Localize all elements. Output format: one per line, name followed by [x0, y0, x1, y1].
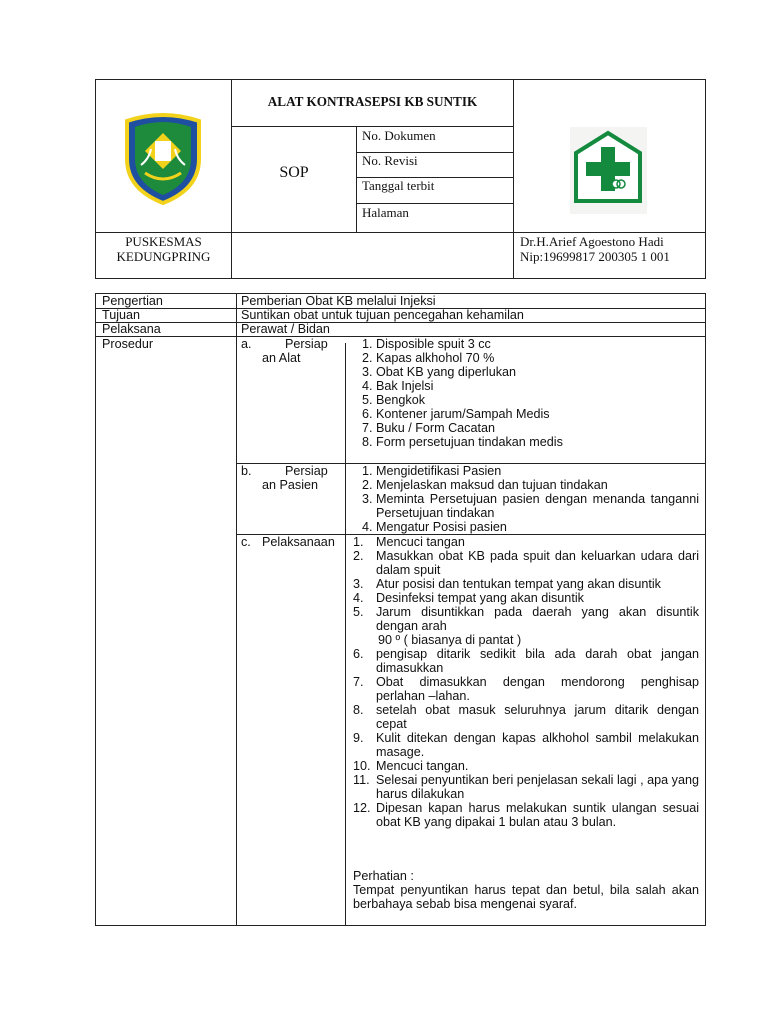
list-item-number: 3. — [353, 577, 364, 591]
label-tujuan: Tujuan — [102, 308, 141, 322]
list-item — [362, 478, 699, 492]
list-item-number: 10. — [353, 759, 371, 773]
section-b-marker: b. — [241, 464, 252, 478]
label-prosedur: Prosedur — [102, 337, 154, 351]
label-pelaksana: Pelaksana — [102, 322, 161, 336]
list-item-text: Masukkan obat KB pada spuit dan keluarkan udara dari dalam spuit — [376, 549, 699, 577]
list-item — [353, 773, 699, 801]
list-item — [362, 379, 687, 393]
list-item-extra: 90 º ( biasanya di pantat ) — [378, 633, 522, 647]
list-item — [353, 703, 699, 731]
list-item — [362, 351, 687, 365]
note-title: Perhatian : — [353, 869, 414, 883]
list-item-number: 4. — [362, 520, 373, 534]
list-item-text: Form persetujuan tindakan medis — [376, 435, 563, 449]
list-item-number: 4. — [353, 591, 364, 605]
list-item-number: 3. — [362, 365, 373, 379]
list-item — [353, 549, 699, 577]
document-title: ALAT KONTRASEPSI KB SUNTIK — [267, 94, 478, 109]
list-item-number: 5. — [362, 393, 373, 407]
list-item — [353, 801, 699, 829]
list-item-text: Obat KB yang diperlukan — [376, 365, 517, 379]
list-item-number: 9. — [353, 731, 364, 745]
list-item-number: 11. — [353, 773, 370, 787]
field-no-dokumen: No. Dokumen — [362, 128, 436, 143]
section-c-label: Pelaksanaan — [262, 535, 335, 549]
list-item-number: 3. — [362, 492, 373, 506]
section-b-label-2: an Pasien — [262, 478, 319, 492]
list-item — [353, 759, 699, 773]
list-item — [353, 675, 699, 703]
list-item — [362, 435, 687, 449]
list-item-text: Menjelaskan maksud dan tujuan tindakan — [376, 478, 608, 492]
list-item — [362, 337, 687, 351]
list-item-text: Mencuci tangan — [376, 535, 465, 549]
puskesmas-line1: PUSKESMAS — [125, 234, 202, 249]
list-item-text: Disposible spuit 3 cc — [376, 337, 491, 351]
list-item-number: 8. — [353, 703, 364, 717]
value-tujuan: Suntikan obat untuk tujuan pencegahan kehamilan — [241, 308, 524, 322]
puskesmas-line2: KEDUNGPRING — [116, 249, 211, 264]
list-item-text: Selesai penyuntikan beri penjelasan sekali lagi , apa yang harus dilakukan — [376, 773, 699, 801]
list-item — [353, 535, 699, 549]
note-text: Tempat penyuntikan harus tepat dan betul, bila salah akan berbahaya sebab bisa mengenai syaraf. — [353, 883, 699, 911]
list-item-text: Bak Injelsi — [376, 379, 434, 393]
list-item-text: pengisap ditarik sedikit bila ada darah obat jangan dimasukkan — [376, 647, 699, 675]
list-item-number: 7. — [362, 421, 373, 435]
section-c-list — [353, 535, 699, 829]
section-a-label-1: Persiap — [285, 337, 328, 351]
puskesmas-name — [96, 234, 231, 264]
list-item-text: Desinfeksi tempat yang akan disuntik — [376, 591, 584, 605]
list-item-text: Kulit ditekan dengan kapas alkhohol sambil melakukan masage. — [376, 731, 699, 759]
list-item-text: Meminta Persetujuan pasien dengan menanda tanganni Persetujuan tindakan — [376, 492, 699, 520]
list-item — [362, 393, 687, 407]
regency-logo — [121, 111, 205, 205]
signer-nip: Nip:19699817 200305 1 001 — [520, 249, 670, 264]
value-pelaksana: Perawat / Bidan — [241, 322, 330, 336]
field-no-revisi: No. Revisi — [362, 153, 418, 168]
list-item — [362, 520, 699, 534]
section-b-list — [362, 464, 699, 534]
section-a-list — [362, 337, 687, 449]
section-b-label-1: Persiap — [285, 464, 328, 478]
list-item — [353, 591, 699, 605]
signer-block — [520, 234, 670, 264]
list-item — [353, 577, 699, 591]
field-halaman: Halaman — [362, 205, 409, 220]
label-pengertian: Pengertian — [102, 294, 163, 308]
list-item — [362, 492, 699, 520]
list-item — [362, 421, 687, 435]
list-item-text: Buku / Form Cacatan — [376, 421, 495, 435]
list-item-text: Kontener jarum/Sampah Medis — [376, 407, 550, 421]
shield-emblem-icon — [121, 111, 205, 205]
list-item-text: Kapas alkhohol 70 % — [376, 351, 495, 365]
signer-name: Dr.H.Arief Agoestono Hadi — [520, 234, 664, 249]
list-item-number: 1. — [362, 464, 373, 478]
list-item — [353, 605, 699, 647]
list-item-text: setelah obat masuk seluruhnya jarum ditarik dengan cepat — [376, 703, 699, 731]
list-item — [353, 731, 699, 759]
list-item-number: 2. — [353, 549, 364, 563]
list-item-text: Mengidetifikasi Pasien — [376, 464, 502, 478]
list-item-text: Bengkok — [376, 393, 426, 407]
list-item — [362, 365, 687, 379]
list-item-number: 1. — [362, 337, 373, 351]
list-item-text: Atur posisi dan tentukan tempat yang akan disuntik — [376, 577, 661, 591]
sop-procedure-table — [95, 293, 706, 926]
list-item-number: 5. — [353, 605, 364, 619]
section-a-label-2: an Alat — [262, 351, 301, 365]
health-logo — [570, 127, 647, 214]
list-item-number: 6. — [362, 407, 373, 421]
sop-label: SOP — [279, 164, 309, 181]
list-item — [362, 407, 687, 421]
list-item-text: Dipesan kapan harus melakukan suntik ulangan sesuai obat KB yang dipakai 1 bulan atau 3 bulan. — [376, 801, 699, 829]
list-item-text: Obat dimasukkan dengan mendorong penghisap perlahan –lahan. — [376, 675, 699, 703]
list-item-number: 2. — [362, 478, 373, 492]
list-item — [362, 464, 699, 478]
list-item-number: 2. — [362, 351, 373, 365]
list-item-text: Mencuci tangan. — [376, 759, 469, 773]
value-pengertian: Pemberian Obat KB melalui Injeksi — [241, 294, 436, 308]
list-item — [353, 647, 699, 675]
list-item-number: 4. — [362, 379, 373, 393]
list-item-number: 7. — [353, 675, 364, 689]
list-item-number: 12. — [353, 801, 371, 815]
health-cross-icon — [570, 127, 647, 214]
list-item-number: 1. — [353, 535, 364, 549]
list-item-number: 8. — [362, 435, 373, 449]
list-item-number: 6. — [353, 647, 364, 661]
section-c-marker: c. — [241, 535, 251, 549]
sop-header-table — [95, 79, 706, 279]
list-item-text: Jarum disuntikkan pada daerah yang akan disuntik dengan arah — [376, 605, 699, 633]
section-a-marker: a. — [241, 337, 252, 351]
field-tanggal-terbit: Tanggal terbit — [362, 178, 435, 193]
list-item-text: Mengatur Posisi pasien — [376, 520, 507, 534]
